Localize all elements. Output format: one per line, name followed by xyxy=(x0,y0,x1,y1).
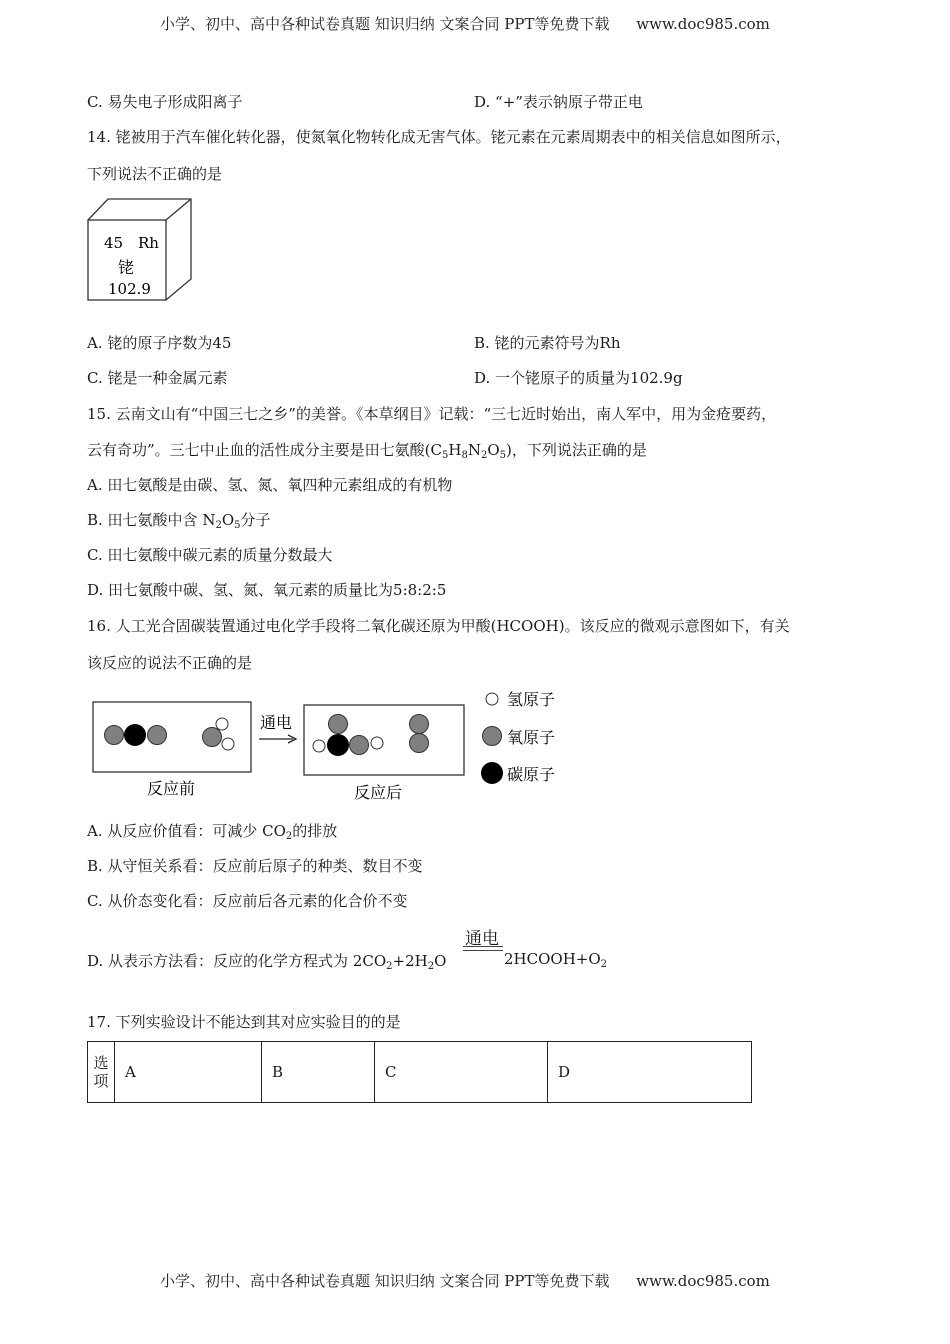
q13-option-d: D. “+”表示钠原子带正电 xyxy=(474,93,643,111)
q15-option-b-sub-o: 5 xyxy=(234,520,241,531)
table-col-c: C xyxy=(375,1042,548,1103)
hydrogen-atom xyxy=(222,738,234,750)
q16-stem-line-2: 该反应的说法不正确的是 xyxy=(87,654,253,672)
formula-o: O xyxy=(487,441,500,459)
q16-option-c: C. 从价态变化看：反应前后各元素的化合价不变 xyxy=(87,892,408,910)
q15-option-c: C. 田七氨酸中碳元素的质量分数最大 xyxy=(87,546,333,564)
equation-product-text: 2HCOOH+O xyxy=(504,950,601,968)
q16-option-a-tail: 的排放 xyxy=(292,822,338,840)
page-footer xyxy=(160,1270,770,1291)
legend-oxygen-label: 氧原子 xyxy=(507,728,556,747)
table-col-d: D xyxy=(548,1042,752,1103)
after-label: 反应后 xyxy=(354,783,403,802)
element-symbol: Rh xyxy=(138,234,159,252)
legend-hydrogen-label: 氢原子 xyxy=(507,690,556,709)
hydrogen-atom xyxy=(313,740,325,752)
q14-stem-line-2: 下列说法不正确的是 xyxy=(87,165,223,183)
element-atomic-mass: 102.9 xyxy=(108,280,151,298)
carbon-atom xyxy=(124,724,146,746)
q16-option-d-text: D. 从表示方法看：反应的化学方程式为 2CO xyxy=(87,952,387,970)
after-reaction-box xyxy=(304,705,464,775)
q16-option-a-sub: 2 xyxy=(285,831,293,842)
element-card-figure xyxy=(84,196,196,304)
q16-option-d-sub-1: 2 xyxy=(386,961,393,972)
table-row xyxy=(88,1042,752,1103)
q14-stem-line-1: 14. 铑被用于汽车催化转化器，使氮氧化物转化成无害气体。铑元素在元素周期表中的相关信息如图所示， xyxy=(87,128,791,146)
footer-text: 小学、初中、高中各种试卷真题 知识归纳 文案合同 PPT等免费下载 xyxy=(160,1272,610,1290)
q16-option-d xyxy=(87,950,446,972)
q16-option-b: B. 从守恒关系看：反应前后原子的种类、数目不变 xyxy=(87,857,423,875)
q15-stem-tail: )，下列说法正确的是 xyxy=(506,441,647,459)
element-atomic-number: 45 xyxy=(104,234,124,252)
oxygen-atom xyxy=(350,736,369,755)
oxygen-atom xyxy=(410,715,429,734)
before-label: 反应前 xyxy=(147,779,196,798)
oxygen-atom xyxy=(105,726,124,745)
formula-sub-c: 5 xyxy=(442,450,449,461)
reaction-diagram xyxy=(85,688,565,806)
oxygen-atom xyxy=(148,726,167,745)
q15-option-a: A. 田七氨酸是由碳、氢、氮、氧四种元素组成的有机物 xyxy=(87,476,453,494)
formula-h: H xyxy=(448,441,462,459)
q16-option-d-o: O xyxy=(434,952,447,970)
header-site: www.doc985.com xyxy=(636,15,770,33)
oxygen-atom xyxy=(203,728,222,747)
formula-sub-o: 5 xyxy=(499,450,507,461)
q15-stem-text: 云有奇功”。三七中止血的活性成分主要是田七氨酸(C xyxy=(87,441,442,459)
q15-option-b-sub-n: 2 xyxy=(215,520,222,531)
q15-option-b xyxy=(87,509,271,531)
oxygen-atom xyxy=(410,734,429,753)
q15-option-b-o: O xyxy=(221,511,235,529)
header-text: 小学、初中、高中各种试卷真题 知识归纳 文案合同 PPT等免费下载 xyxy=(160,15,610,33)
formula-sub-n: 2 xyxy=(480,450,488,461)
q14-option-a: A. 铑的原子序数为45 xyxy=(87,334,232,352)
oxygen-atom xyxy=(329,715,348,734)
table-head-cell: 选项 xyxy=(88,1042,115,1103)
q14-option-d: D. 一个铑原子的质量为102.9g xyxy=(474,369,683,387)
q17-stem: 17. 下列实验设计不能达到其对应实验目的的是 xyxy=(87,1013,401,1031)
equation-products xyxy=(504,950,607,970)
table-col-b: B xyxy=(262,1042,375,1103)
q14-option-b: B. 铑的元素符号为Rh xyxy=(474,334,621,352)
equation-product-sub: 2 xyxy=(600,959,608,970)
q15-option-b-text: B. 田七氨酸中含 N xyxy=(87,511,216,529)
legend-hydrogen-icon xyxy=(486,693,498,705)
element-name: 铑 xyxy=(118,258,135,277)
q16-option-d-sub-2: 2 xyxy=(427,961,435,972)
q13-option-c: C. 易失电子形成阳离子 xyxy=(87,93,243,111)
equation-double-bar xyxy=(463,946,503,951)
carbon-atom xyxy=(327,734,349,756)
q15-stem-line-2 xyxy=(87,439,647,461)
legend-carbon-label: 碳原子 xyxy=(507,765,556,784)
footer-site: www.doc985.com xyxy=(636,1272,770,1290)
hydrogen-atom xyxy=(371,737,383,749)
q17-options-table xyxy=(87,1041,752,1103)
arrow-label: 通电 xyxy=(260,713,293,732)
equation-condition: 通电 xyxy=(465,929,499,949)
q15-stem-line-1: 15. 云南文山有“中国三七之乡”的美誉。《本草纲目》记载：“三七近时始出，南人军中，用为金疮要药， xyxy=(87,405,777,423)
q16-stem-line-1: 16. 人工光合固碳装置通过电化学手段将二氧化碳还原为甲酸(HCOOH)。该反应的微观示意图如下，有关 xyxy=(87,617,790,635)
q16-option-d-mid: +2H xyxy=(392,952,428,970)
legend-carbon-icon xyxy=(481,762,503,784)
q16-option-a xyxy=(87,820,337,842)
q15-option-d: D. 田七氨酸中碳、氢、氮、氧元素的质量比为5:8:2:5 xyxy=(87,581,447,599)
page-header xyxy=(160,13,770,34)
q14-option-c: C. 铑是一种金属元素 xyxy=(87,369,228,387)
q16-option-a-text: A. 从反应价值看：可减少 CO xyxy=(87,822,286,840)
table-col-a: A xyxy=(115,1042,262,1103)
formula-sub-h: 8 xyxy=(461,450,468,461)
formula-n: N xyxy=(467,441,481,459)
legend-oxygen-icon xyxy=(483,727,502,746)
hydrogen-atom xyxy=(216,718,228,730)
q15-option-b-tail: 分子 xyxy=(240,511,271,529)
